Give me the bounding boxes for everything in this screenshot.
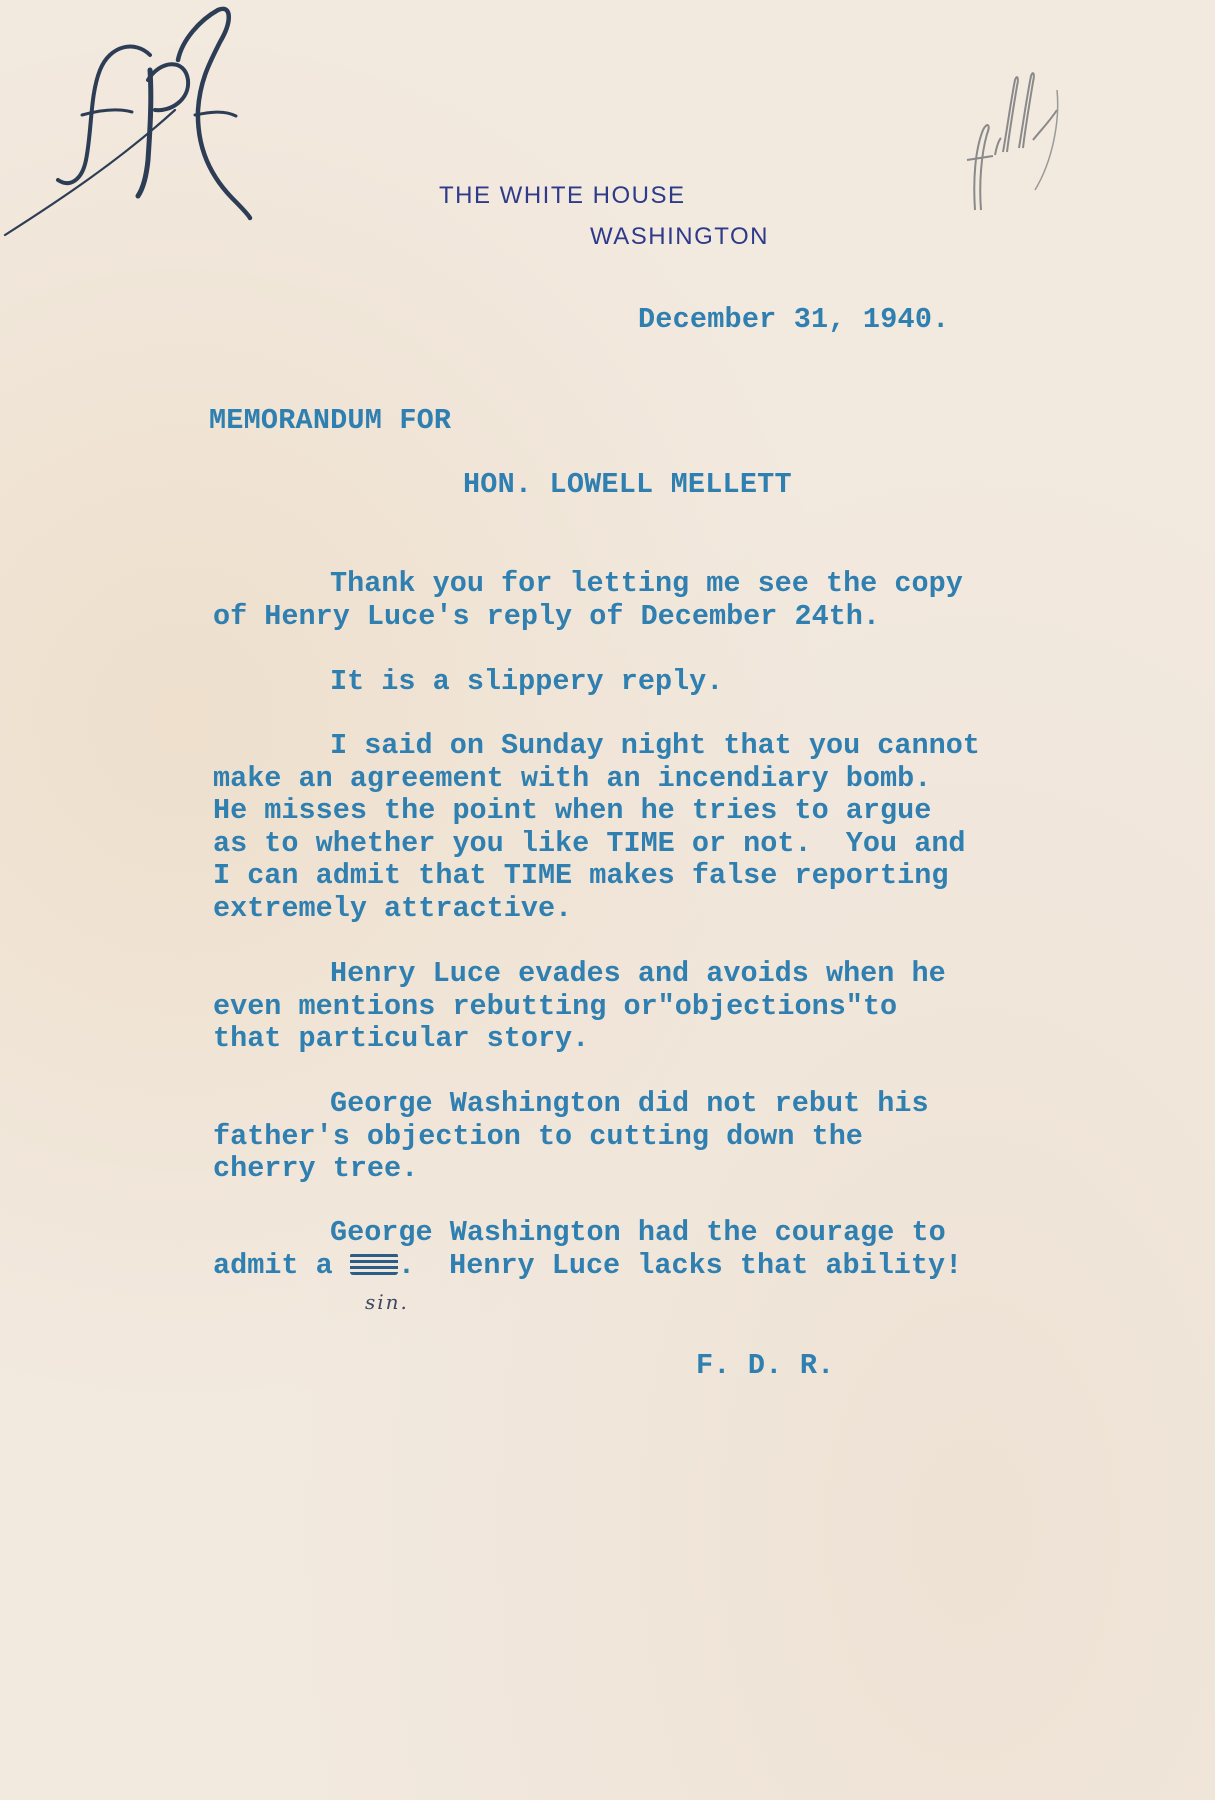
paragraph-line: make an agreement with an incendiary bomb. <box>213 761 932 795</box>
paragraph-line: I said on Sunday night that you cannot <box>330 729 980 762</box>
letterhead-city: WASHINGTON <box>590 223 770 250</box>
letterhead-title: THE WHITE HOUSE <box>439 182 686 209</box>
typed-signature: F. D. R. <box>696 1349 835 1382</box>
letter-date: December 31, 1940. <box>638 303 950 336</box>
paragraph-1 <box>213 568 1113 633</box>
paragraph-line: He misses the point when he tries to argue <box>213 794 932 827</box>
paragraph-line: George Washington did not rebut his <box>330 1087 929 1120</box>
paragraph-5 <box>213 1088 1113 1186</box>
line-text-end: . Henry Luce lacks that ability! <box>397 1248 963 1282</box>
paragraph-line: cherry tree. <box>213 1152 419 1185</box>
paragraph-line: father's objection to cutting down the <box>213 1119 863 1153</box>
paragraph-line: Thank you for letting me see the copy <box>330 567 963 600</box>
paragraph-6 <box>213 1217 1113 1282</box>
paragraph-line: as to whether you like TIME or not. You and <box>213 826 966 860</box>
paragraph-2 <box>213 666 1113 699</box>
paragraph-line: I can admit that TIME makes false reporting <box>213 859 949 892</box>
struck-word <box>350 1253 398 1275</box>
handwritten-insertion: sin. <box>365 1290 409 1314</box>
paragraph-line: extremely attractive. <box>213 891 573 925</box>
paragraph-line: that particular story. <box>213 1022 590 1055</box>
line-text-start: admit a <box>213 1248 350 1282</box>
handwritten-signature <box>0 0 290 250</box>
memo-recipient: HON. LOWELL MELLETT <box>463 468 792 501</box>
paragraph-3 <box>213 730 1113 925</box>
paragraph-line: Henry Luce evades and avoids when he <box>330 957 946 990</box>
paragraph-line: even mentions rebutting or"objections"to <box>213 989 898 1023</box>
file-annotation <box>945 60 1075 220</box>
paragraph-line: It is a slippery reply. <box>330 665 724 698</box>
paragraph-line: George Washington had the courage to <box>330 1216 946 1249</box>
paragraph-line: of Henry Luce's reply of December 24th. <box>213 599 881 633</box>
paragraph-4 <box>213 958 1113 1056</box>
memo-heading: MEMORANDUM FOR <box>209 404 452 437</box>
paragraph-line <box>213 1250 1113 1283</box>
